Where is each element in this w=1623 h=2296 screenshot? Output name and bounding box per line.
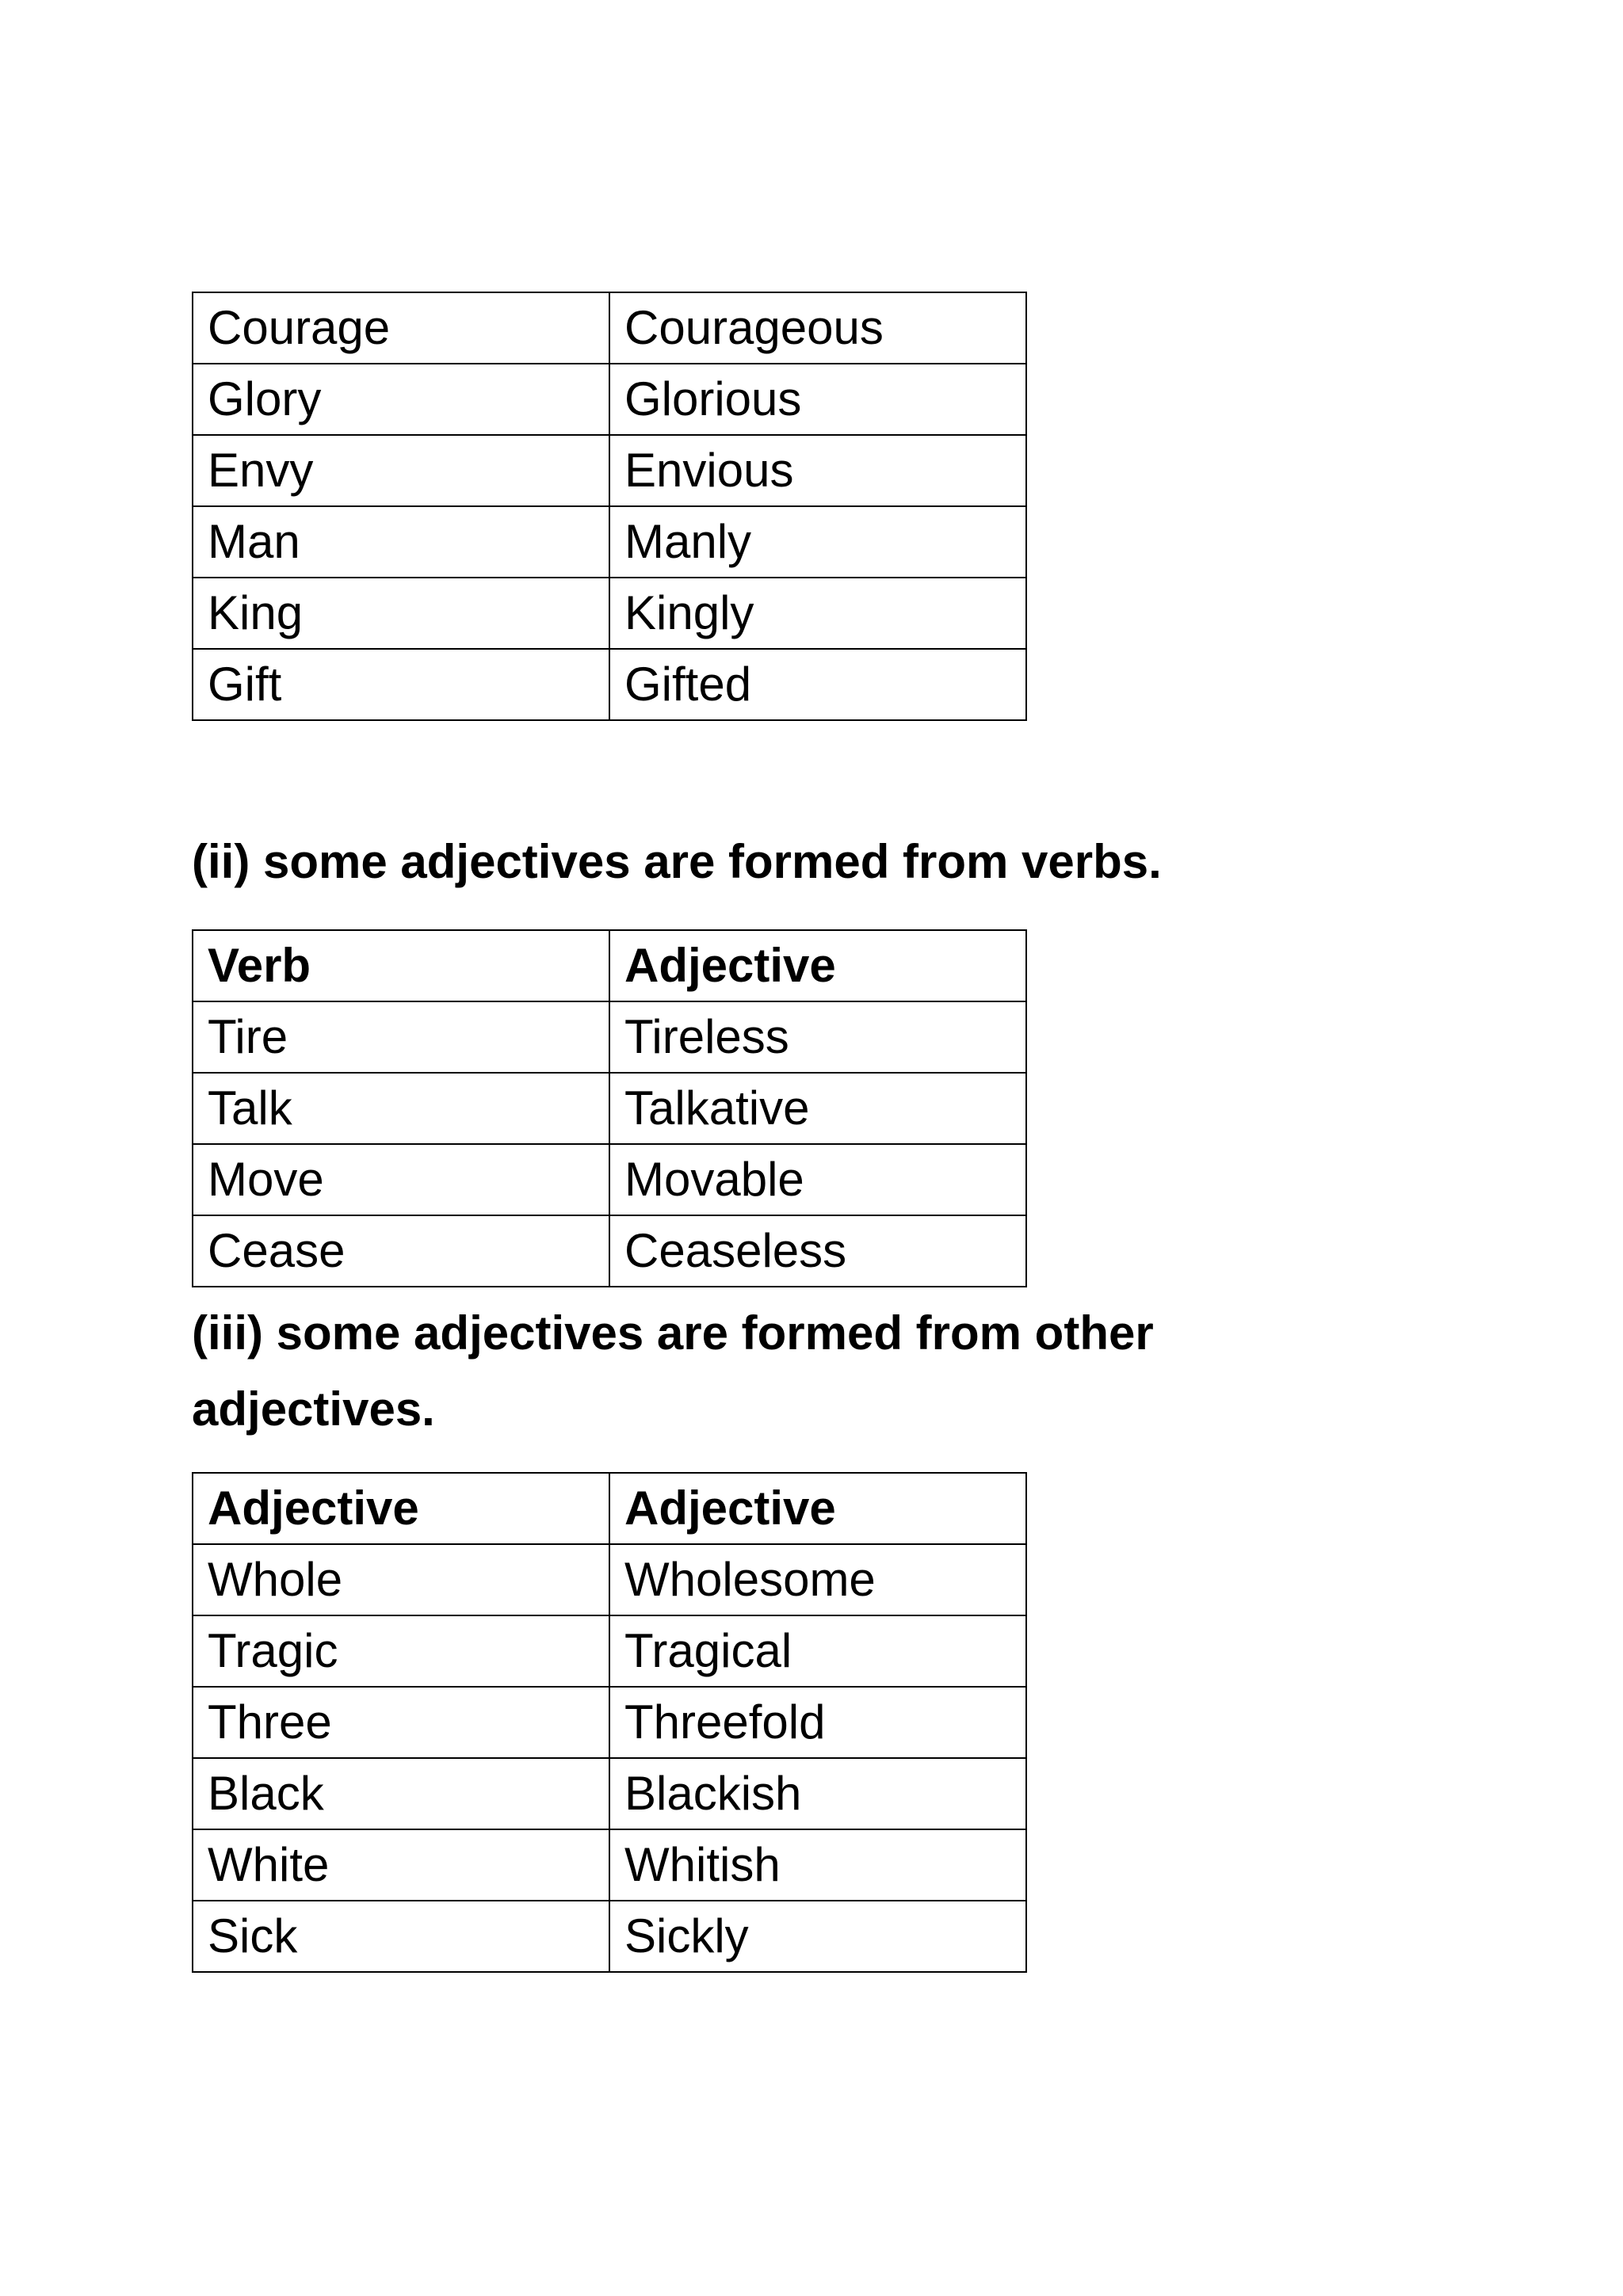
table-cell: Courage — [193, 292, 609, 364]
table-cell: Glory — [193, 364, 609, 435]
table-cell: Black — [193, 1758, 609, 1829]
table-header-row — [193, 1473, 1026, 1544]
table-cell: Sickly — [609, 1901, 1026, 1972]
table-cell: Tragic — [193, 1615, 609, 1687]
column-header: Adjective — [193, 1473, 609, 1544]
section-heading-line: (iii) some adjectives are formed from other — [192, 1306, 1154, 1360]
table-cell: Kingly — [609, 578, 1026, 649]
column-header: Adjective — [609, 930, 1026, 1001]
table-cell: Courageous — [609, 292, 1026, 364]
table-row — [193, 1144, 1026, 1215]
table-cell: King — [193, 578, 609, 649]
table-header-row — [193, 930, 1026, 1001]
table-row — [193, 435, 1026, 506]
table-row — [193, 1901, 1026, 1972]
table-cell: Manly — [609, 506, 1026, 578]
table-cell: Envious — [609, 435, 1026, 506]
table-row — [193, 1758, 1026, 1829]
table-cell: Envy — [193, 435, 609, 506]
column-header: Adjective — [609, 1473, 1026, 1544]
table-cell: Threefold — [609, 1687, 1026, 1758]
column-header: Verb — [193, 930, 609, 1001]
table-row — [193, 1615, 1026, 1687]
table-row — [193, 649, 1026, 720]
table-cell: Talkative — [609, 1073, 1026, 1144]
table-row — [193, 364, 1026, 435]
table-cell: Sick — [193, 1901, 609, 1972]
table-cell: Whole — [193, 1544, 609, 1615]
table-cell: Talk — [193, 1073, 609, 1144]
table-cell: Glorious — [609, 364, 1026, 435]
table-cell: Gift — [193, 649, 609, 720]
table-row — [193, 1829, 1026, 1901]
table-cell: Ceaseless — [609, 1215, 1026, 1287]
table-cell: Whitish — [609, 1829, 1026, 1901]
section-heading-verbs: (ii) some adjectives are formed from verbs. — [192, 835, 1162, 888]
table-cell: Move — [193, 1144, 609, 1215]
adjective-adjective-table — [192, 1472, 1027, 1973]
table-cell: Cease — [193, 1215, 609, 1287]
table-row — [193, 1215, 1026, 1287]
table-cell: Blackish — [609, 1758, 1026, 1829]
table-cell: Tireless — [609, 1001, 1026, 1073]
table-row — [193, 1073, 1026, 1144]
table-cell: Man — [193, 506, 609, 578]
section-heading-line: adjectives. — [192, 1383, 435, 1436]
table-cell: White — [193, 1829, 609, 1901]
verb-adjective-table — [192, 929, 1027, 1287]
table-row — [193, 1544, 1026, 1615]
table-cell: Tire — [193, 1001, 609, 1073]
noun-adjective-table — [192, 292, 1027, 721]
table-row — [193, 578, 1026, 649]
table-cell: Tragical — [609, 1615, 1026, 1687]
table-row — [193, 1687, 1026, 1758]
table-row — [193, 292, 1026, 364]
table-cell: Three — [193, 1687, 609, 1758]
table-cell: Gifted — [609, 649, 1026, 720]
table-row — [193, 1001, 1026, 1073]
table-row — [193, 506, 1026, 578]
table-cell: Movable — [609, 1144, 1026, 1215]
table-cell: Wholesome — [609, 1544, 1026, 1615]
section-heading-adjectives — [192, 1295, 1301, 1447]
